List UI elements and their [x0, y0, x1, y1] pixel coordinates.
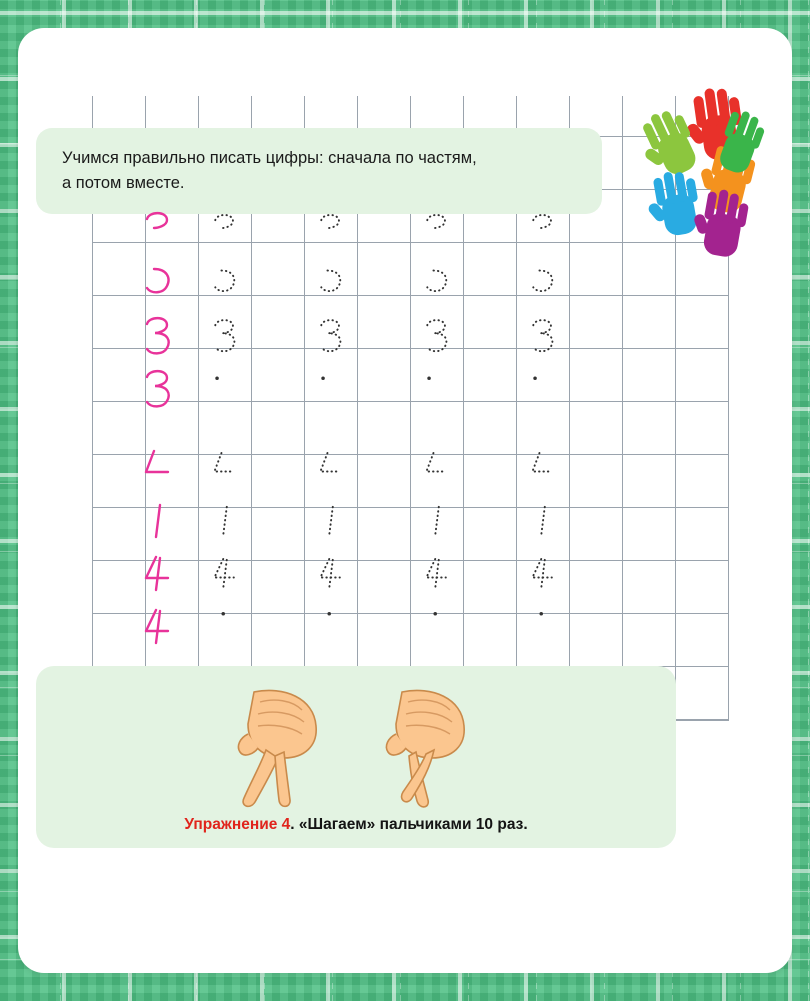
trace-cell[interactable]	[304, 255, 357, 308]
digit-model	[131, 547, 184, 600]
trace-cell[interactable]	[410, 255, 463, 308]
start-dot[interactable]	[304, 600, 357, 653]
start-dot[interactable]	[516, 600, 569, 653]
exercise-label-suffix: .	[290, 816, 295, 833]
digit-model	[131, 361, 184, 414]
trace-cell[interactable]	[198, 255, 251, 308]
trace-cell[interactable]	[198, 547, 251, 600]
start-dot[interactable]	[304, 361, 357, 414]
trace-row	[92, 361, 728, 414]
trace-cell[interactable]	[516, 255, 569, 308]
trace-cell[interactable]	[304, 547, 357, 600]
trace-row	[92, 547, 728, 600]
trace-cell[interactable]	[304, 202, 357, 255]
trace-cell[interactable]	[304, 308, 357, 361]
trace-cell[interactable]	[410, 202, 463, 255]
instruction-line-2: а потом вместе.	[62, 174, 185, 192]
trace-cell[interactable]	[304, 494, 357, 547]
trace-cell[interactable]	[410, 547, 463, 600]
start-dot[interactable]	[198, 361, 251, 414]
trace-row	[92, 600, 728, 653]
trace-cell[interactable]	[516, 547, 569, 600]
start-dot[interactable]	[198, 600, 251, 653]
trace-row	[92, 202, 728, 255]
trace-cell[interactable]	[198, 494, 251, 547]
digit-model	[131, 255, 184, 308]
trace-row	[92, 494, 728, 547]
start-dot[interactable]	[410, 361, 463, 414]
trace-cell[interactable]	[304, 441, 357, 494]
digit-model	[131, 600, 184, 653]
trace-row	[92, 441, 728, 494]
trace-cell[interactable]	[410, 441, 463, 494]
digit-model	[131, 494, 184, 547]
instruction-line-1: Учимся правильно писать цифры: сначала по частям,	[62, 149, 477, 168]
start-dot[interactable]	[516, 361, 569, 414]
trace-cell[interactable]	[198, 308, 251, 361]
trace-cell[interactable]	[516, 441, 569, 494]
trace-cell[interactable]	[198, 202, 251, 255]
trace-cell[interactable]	[410, 308, 463, 361]
trace-cell[interactable]	[410, 494, 463, 547]
worksheet-card	[18, 28, 792, 973]
trace-cell[interactable]	[516, 202, 569, 255]
start-dot[interactable]	[410, 600, 463, 653]
digit-model	[131, 441, 184, 494]
digit-model	[131, 202, 184, 255]
exercise-caption	[36, 816, 676, 834]
trace-cell[interactable]	[516, 308, 569, 361]
exercise-panel	[36, 666, 676, 848]
exercise-label: Упражнение 4	[184, 816, 291, 833]
trace-row	[92, 255, 728, 308]
trace-cell[interactable]	[198, 441, 251, 494]
trace-row	[92, 308, 728, 361]
trace-cell[interactable]	[516, 494, 569, 547]
hands-illustration	[206, 680, 506, 800]
exercise-text: «Шагаем» пальчиками 10 раз.	[294, 816, 528, 833]
digit-model	[131, 308, 184, 361]
